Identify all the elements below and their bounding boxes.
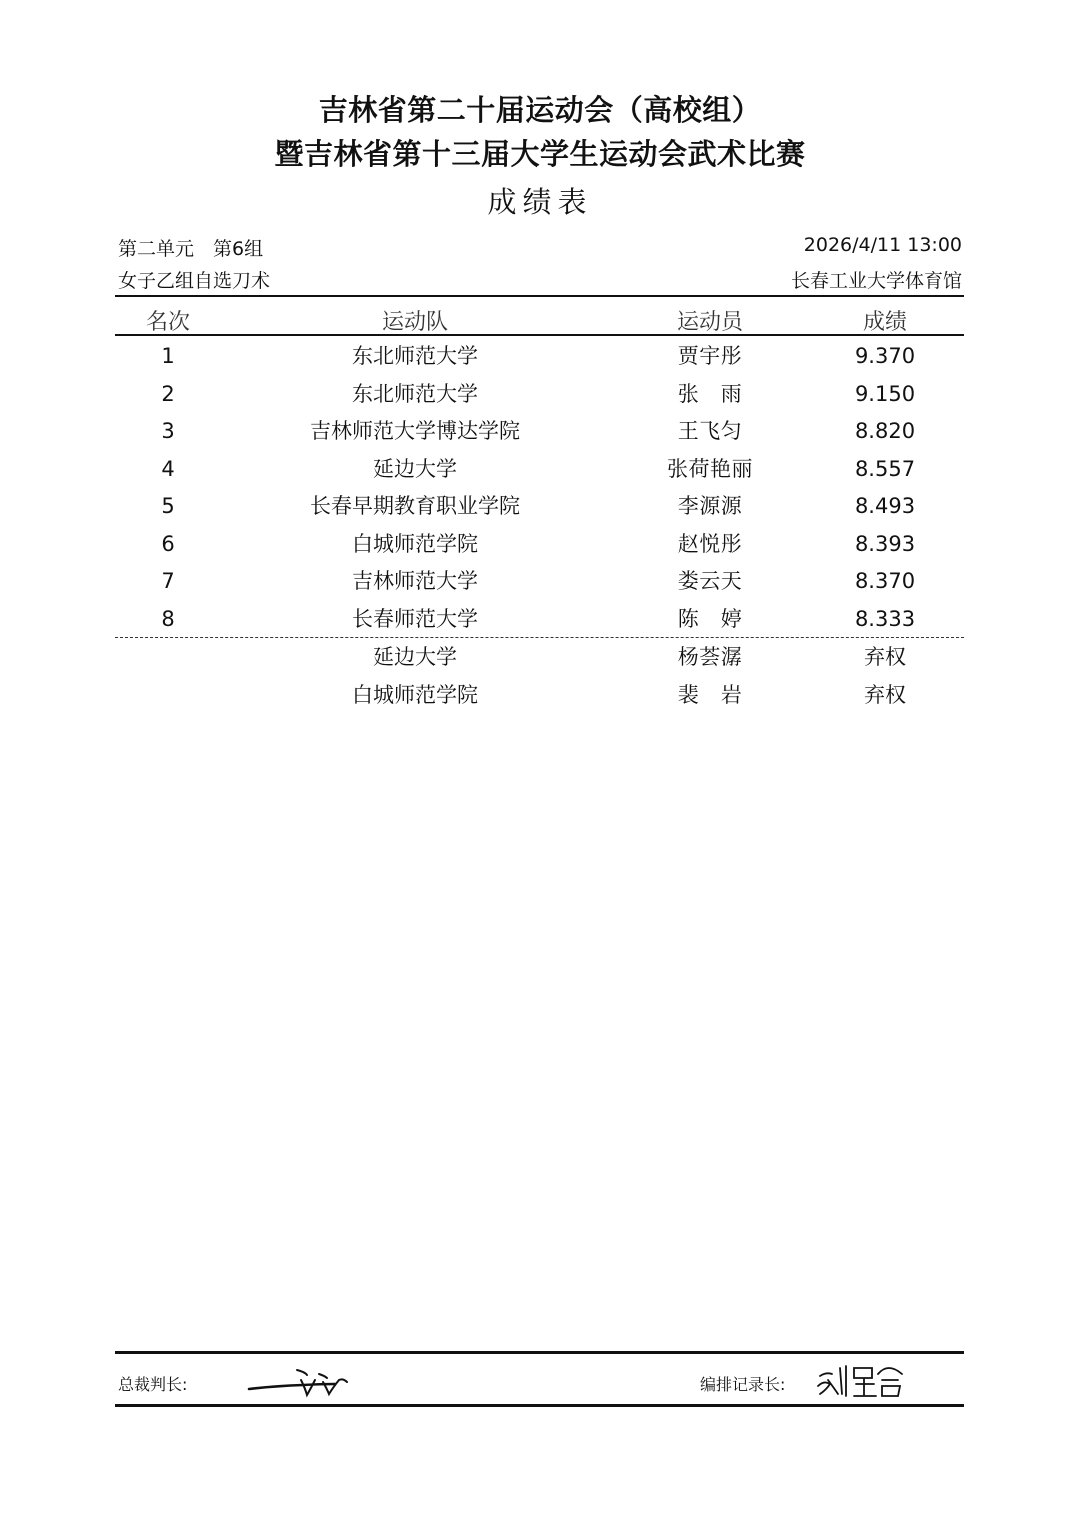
score-cell: 弃权 xyxy=(864,645,906,669)
recorder-label: 编排记录长: xyxy=(700,1375,786,1394)
athlete-cell: 王飞匀 xyxy=(677,419,743,443)
rank-cell: 2 xyxy=(161,382,175,406)
col-header-score: 成绩 xyxy=(862,310,907,335)
score-cell: 8.820 xyxy=(854,419,916,443)
team-cell: 东北师范大学 xyxy=(352,344,478,368)
athlete-cell: 杨荟潺 xyxy=(677,645,743,669)
title-line-3: 成绩表 xyxy=(487,185,593,219)
team-cell: 长春师范大学 xyxy=(352,607,478,631)
unit-group: 第二单元 第6组 xyxy=(118,238,264,260)
rank-cell: 4 xyxy=(161,457,175,481)
athlete-cell: 张 雨 xyxy=(677,382,743,406)
score-cell: 8.370 xyxy=(854,569,916,593)
title-line-2: 暨吉林省第十三届大学生运动会武术比赛 xyxy=(274,137,806,171)
col-header-team: 运动队 xyxy=(381,310,448,335)
title-line-1: 吉林省第二十届运动会（高校组） xyxy=(318,93,762,127)
team-cell: 延边大学 xyxy=(373,645,457,669)
team-cell: 延边大学 xyxy=(373,457,457,481)
score-cell: 8.493 xyxy=(854,494,916,518)
rank-cell: 6 xyxy=(161,532,175,556)
score-cell: 8.333 xyxy=(854,607,916,631)
rank-cell: 7 xyxy=(161,569,175,593)
athlete-cell: 李源源 xyxy=(677,494,743,518)
rank-cell: 8 xyxy=(161,607,175,631)
score-cell: 8.393 xyxy=(854,532,916,556)
team-cell: 东北师范大学 xyxy=(352,382,478,406)
recorder-signature xyxy=(812,1358,912,1402)
score-cell: 9.370 xyxy=(854,344,916,368)
chief-referee-signature xyxy=(245,1358,360,1400)
athlete-cell: 贾宇彤 xyxy=(677,344,743,368)
team-cell: 白城师范学院 xyxy=(352,532,478,556)
event-name: 女子乙组自选刀术 xyxy=(118,270,271,292)
score-cell: 弃权 xyxy=(864,683,906,707)
rank-cell: 5 xyxy=(161,494,175,518)
score-cell: 9.150 xyxy=(854,382,916,406)
athlete-cell: 陈 婷 xyxy=(677,607,743,631)
team-cell: 吉林师范大学博达学院 xyxy=(310,419,520,443)
footer-bottom-rule xyxy=(115,1404,964,1407)
datetime: 2026/4/11 13:00 xyxy=(803,234,962,256)
team-cell: 吉林师范大学 xyxy=(352,569,478,593)
team-cell: 白城师范学院 xyxy=(352,683,478,707)
athlete-cell: 娄云天 xyxy=(677,569,743,593)
team-cell: 长春早期教育职业学院 xyxy=(310,494,520,518)
chief-referee-label: 总裁判长: xyxy=(118,1375,188,1394)
venue: 长春工业大学体育馆 xyxy=(790,270,962,292)
col-header-athlete: 运动员 xyxy=(676,310,743,335)
col-header-rank: 名次 xyxy=(145,310,190,335)
header-top-rule xyxy=(115,295,964,297)
athlete-cell: 张荷艳丽 xyxy=(667,457,753,481)
rank-cell: 3 xyxy=(161,419,175,443)
header-bottom-rule xyxy=(115,334,964,336)
footer-top-rule xyxy=(115,1351,964,1354)
athlete-cell: 裴 岩 xyxy=(677,683,743,707)
athlete-cell: 赵悦彤 xyxy=(677,532,743,556)
rank-cell: 1 xyxy=(161,344,175,368)
score-cell: 8.557 xyxy=(854,457,916,481)
